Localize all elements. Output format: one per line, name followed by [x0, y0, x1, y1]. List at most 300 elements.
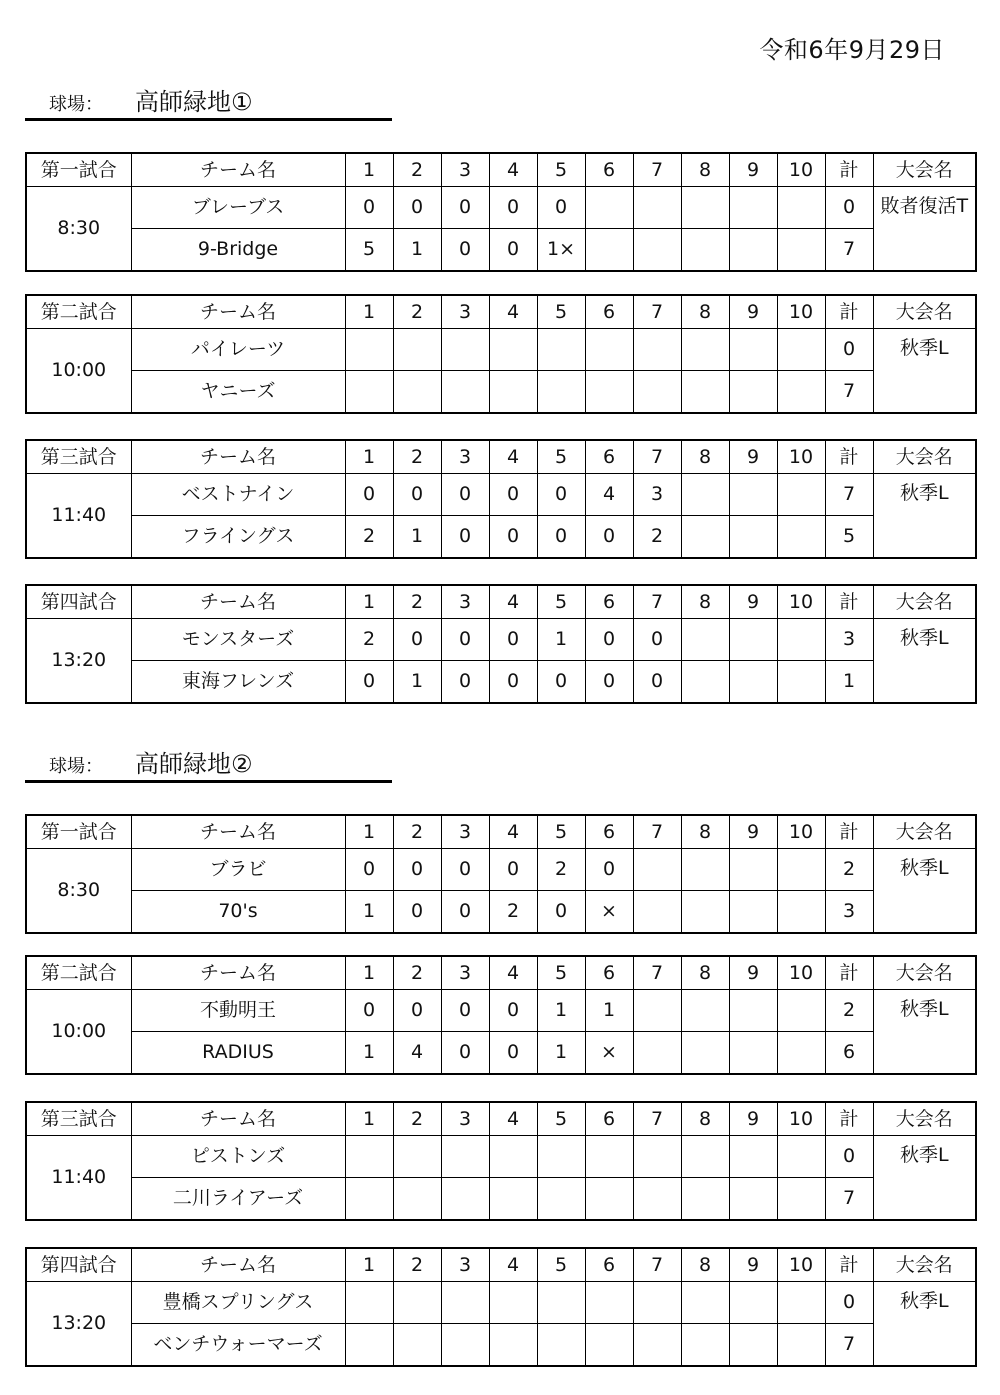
tournament-name: 敗者復活T: [873, 187, 976, 272]
team-name: 9-Bridge: [131, 229, 345, 272]
inning-score: [681, 1178, 729, 1221]
inning-score: 0: [441, 891, 489, 934]
inning-header: 3: [441, 1248, 489, 1282]
inning-score: 0: [489, 1032, 537, 1075]
inning-score: 0: [489, 516, 537, 559]
total-header: 計: [825, 956, 873, 990]
inning-score: [537, 1178, 585, 1221]
venue-label: 球場：: [49, 94, 103, 115]
game-label: 第二試合: [26, 295, 131, 329]
inning-score: [489, 1282, 537, 1324]
inning-header: 3: [441, 1102, 489, 1136]
inning-score: 0: [345, 661, 393, 704]
inning-score: 0: [441, 990, 489, 1032]
tournament-name: 秋季L: [873, 849, 976, 934]
inning-score: [345, 1324, 393, 1367]
inning-header: 7: [633, 956, 681, 990]
game-time: 10:00: [26, 990, 131, 1075]
inning-header: 5: [537, 295, 585, 329]
inning-score: 0: [489, 187, 537, 229]
inning-header: 8: [681, 956, 729, 990]
inning-score: 1: [345, 1032, 393, 1075]
inning-score: 4: [585, 474, 633, 516]
team-name: 二川ライアーズ: [131, 1178, 345, 1221]
inning-header: 4: [489, 1248, 537, 1282]
total-score: 0: [825, 1282, 873, 1324]
team-column-header: チーム名: [131, 815, 345, 849]
total-header: 計: [825, 153, 873, 187]
inning-score: [729, 187, 777, 229]
team-row: [26, 661, 976, 704]
inning-header: 1: [345, 440, 393, 474]
team-name: ブラビ: [131, 849, 345, 891]
team-row: [26, 619, 976, 661]
inning-score: [777, 891, 825, 934]
inning-score: 0: [537, 891, 585, 934]
inning-score: [489, 329, 537, 371]
tournament-name: 秋季L: [873, 1136, 976, 1221]
inning-score: [393, 1282, 441, 1324]
inning-score: [681, 229, 729, 272]
inning-score: 0: [441, 516, 489, 559]
inning-header: 3: [441, 440, 489, 474]
game-time: 11:40: [26, 1136, 131, 1221]
inning-header: 6: [585, 1102, 633, 1136]
team-name: 70's: [131, 891, 345, 934]
team-column-header: チーム名: [131, 295, 345, 329]
inning-score: [729, 1032, 777, 1075]
inning-header: 4: [489, 440, 537, 474]
inning-header: 4: [489, 153, 537, 187]
inning-score: [729, 990, 777, 1032]
inning-header: 1: [345, 1102, 393, 1136]
game-table: [25, 1101, 977, 1221]
inning-header: 10: [777, 1102, 825, 1136]
team-row: [26, 1136, 976, 1178]
inning-score: [393, 1324, 441, 1367]
inning-score: [441, 1282, 489, 1324]
game-header-row: [26, 153, 976, 187]
inning-header: 2: [393, 295, 441, 329]
inning-header: 1: [345, 1248, 393, 1282]
inning-score: [585, 229, 633, 272]
inning-header: 7: [633, 815, 681, 849]
game-time: 11:40: [26, 474, 131, 559]
team-column-header: チーム名: [131, 585, 345, 619]
inning-score: [729, 229, 777, 272]
inning-score: [681, 474, 729, 516]
inning-header: 9: [729, 295, 777, 329]
tournament-name: 秋季L: [873, 990, 976, 1075]
inning-header: 10: [777, 815, 825, 849]
inning-header: 5: [537, 1248, 585, 1282]
inning-score: 0: [393, 619, 441, 661]
inning-score: [777, 849, 825, 891]
inning-header: 3: [441, 956, 489, 990]
inning-score: [633, 187, 681, 229]
team-column-header: チーム名: [131, 153, 345, 187]
inning-score: [777, 1178, 825, 1221]
inning-score: 0: [441, 474, 489, 516]
inning-score: [537, 1324, 585, 1367]
inning-header: 3: [441, 585, 489, 619]
inning-score: [585, 187, 633, 229]
game-table: [25, 294, 977, 414]
inning-score: [393, 1178, 441, 1221]
team-row: [26, 1324, 976, 1367]
inning-score: [777, 516, 825, 559]
inning-header: 2: [393, 585, 441, 619]
team-row: [26, 329, 976, 371]
game-label: 第四試合: [26, 1248, 131, 1282]
team-row: [26, 891, 976, 934]
inning-score: ×: [585, 891, 633, 934]
venue-heading: [25, 740, 392, 783]
tournament-column-header: 大会名: [873, 1248, 976, 1282]
game-label: 第三試合: [26, 440, 131, 474]
total-header: 計: [825, 1102, 873, 1136]
inning-score: 0: [345, 474, 393, 516]
inning-score: [441, 329, 489, 371]
inning-header: 7: [633, 585, 681, 619]
inning-score: 0: [393, 474, 441, 516]
inning-header: 9: [729, 1248, 777, 1282]
inning-score: [393, 1136, 441, 1178]
tournament-name: 秋季L: [873, 474, 976, 559]
inning-score: [729, 329, 777, 371]
inning-score: [585, 1136, 633, 1178]
inning-score: ×: [585, 1032, 633, 1075]
tournament-name: 秋季L: [873, 329, 976, 414]
inning-score: 0: [537, 474, 585, 516]
inning-header: 10: [777, 153, 825, 187]
game-header-row: [26, 1102, 976, 1136]
tournament-name: 秋季L: [873, 619, 976, 704]
inning-header: 6: [585, 1248, 633, 1282]
tournament-column-header: 大会名: [873, 440, 976, 474]
team-name: 豊橋スプリングス: [131, 1282, 345, 1324]
inning-score: [777, 1032, 825, 1075]
team-name: 不動明王: [131, 990, 345, 1032]
inning-score: 0: [537, 187, 585, 229]
game-table: [25, 1247, 977, 1367]
game-label: 第二試合: [26, 956, 131, 990]
total-score: 7: [825, 1178, 873, 1221]
game-table: [25, 814, 977, 934]
inning-score: 0: [393, 849, 441, 891]
inning-score: [729, 1324, 777, 1367]
inning-header: 6: [585, 815, 633, 849]
game-time: 10:00: [26, 329, 131, 414]
inning-score: [681, 1324, 729, 1367]
game-table: [25, 152, 977, 272]
inning-score: [537, 371, 585, 414]
total-score: 2: [825, 849, 873, 891]
inning-header: 5: [537, 153, 585, 187]
inning-header: 1: [345, 153, 393, 187]
inning-score: 0: [441, 849, 489, 891]
game-header-row: [26, 1248, 976, 1282]
tournament-column-header: 大会名: [873, 1102, 976, 1136]
inning-score: [729, 474, 777, 516]
venue-label: 球場：: [49, 756, 103, 777]
inning-header: 5: [537, 956, 585, 990]
team-row: [26, 474, 976, 516]
inning-score: [633, 1282, 681, 1324]
inning-score: [489, 1178, 537, 1221]
game-header-row: [26, 585, 976, 619]
total-score: 7: [825, 474, 873, 516]
inning-score: [729, 1282, 777, 1324]
team-name: ヤニーズ: [131, 371, 345, 414]
inning-score: 0: [441, 1032, 489, 1075]
game-label: 第四試合: [26, 585, 131, 619]
game-table: [25, 584, 977, 704]
inning-score: [585, 1282, 633, 1324]
game-time: 13:20: [26, 619, 131, 704]
inning-score: 0: [393, 187, 441, 229]
inning-header: 9: [729, 585, 777, 619]
inning-score: [681, 371, 729, 414]
inning-score: [633, 1032, 681, 1075]
team-row: [26, 371, 976, 414]
inning-header: 5: [537, 440, 585, 474]
team-name: ピストンズ: [131, 1136, 345, 1178]
inning-score: [777, 371, 825, 414]
inning-score: [777, 1282, 825, 1324]
total-score: 6: [825, 1032, 873, 1075]
inning-score: [777, 619, 825, 661]
inning-score: 0: [633, 661, 681, 704]
inning-score: [681, 187, 729, 229]
inning-score: [633, 329, 681, 371]
inning-score: [441, 1324, 489, 1367]
inning-header: 7: [633, 440, 681, 474]
game-header-row: [26, 815, 976, 849]
inning-score: [729, 619, 777, 661]
inning-header: 7: [633, 153, 681, 187]
inning-score: [345, 329, 393, 371]
team-name: フライングス: [131, 516, 345, 559]
inning-score: 0: [489, 229, 537, 272]
total-score: 7: [825, 229, 873, 272]
inning-score: [777, 1324, 825, 1367]
inning-header: 6: [585, 440, 633, 474]
inning-score: [777, 1136, 825, 1178]
inning-header: 10: [777, 440, 825, 474]
inning-score: 2: [537, 849, 585, 891]
inning-header: 1: [345, 815, 393, 849]
inning-score: [777, 990, 825, 1032]
team-name: モンスターズ: [131, 619, 345, 661]
inning-score: 0: [585, 516, 633, 559]
inning-score: 0: [537, 661, 585, 704]
team-row: [26, 849, 976, 891]
inning-score: 0: [489, 849, 537, 891]
inning-score: 2: [345, 516, 393, 559]
inning-score: 5: [345, 229, 393, 272]
inning-score: [681, 661, 729, 704]
team-row: [26, 990, 976, 1032]
inning-header: 8: [681, 440, 729, 474]
tournament-column-header: 大会名: [873, 153, 976, 187]
game-label: 第三試合: [26, 1102, 131, 1136]
total-header: 計: [825, 440, 873, 474]
inning-header: 4: [489, 585, 537, 619]
inning-header: 4: [489, 295, 537, 329]
inning-score: 0: [633, 619, 681, 661]
inning-score: [489, 1324, 537, 1367]
tournament-column-header: 大会名: [873, 295, 976, 329]
team-name: ブレーブス: [131, 187, 345, 229]
inning-score: 1: [345, 891, 393, 934]
inning-header: 5: [537, 815, 585, 849]
inning-header: 3: [441, 153, 489, 187]
inning-header: 3: [441, 295, 489, 329]
inning-score: 1: [393, 516, 441, 559]
venue-heading: [25, 78, 392, 121]
game-label: 第一試合: [26, 815, 131, 849]
tournament-column-header: 大会名: [873, 815, 976, 849]
inning-score: [681, 329, 729, 371]
inning-header: 1: [345, 956, 393, 990]
inning-score: 2: [489, 891, 537, 934]
game-time: 8:30: [26, 187, 131, 272]
total-score: 0: [825, 329, 873, 371]
inning-header: 8: [681, 1248, 729, 1282]
inning-header: 2: [393, 956, 441, 990]
inning-score: 1: [537, 619, 585, 661]
inning-score: [441, 1136, 489, 1178]
inning-score: [345, 1136, 393, 1178]
inning-score: 0: [489, 474, 537, 516]
team-column-header: チーム名: [131, 1102, 345, 1136]
inning-header: 3: [441, 815, 489, 849]
inning-score: [489, 371, 537, 414]
tournament-column-header: 大会名: [873, 585, 976, 619]
game-header-row: [26, 956, 976, 990]
inning-header: 9: [729, 815, 777, 849]
inning-header: 7: [633, 1102, 681, 1136]
inning-score: 0: [537, 516, 585, 559]
inning-score: 1: [537, 1032, 585, 1075]
inning-score: [585, 1324, 633, 1367]
inning-score: 0: [345, 187, 393, 229]
inning-header: 6: [585, 153, 633, 187]
inning-score: [777, 661, 825, 704]
inning-header: 9: [729, 956, 777, 990]
inning-score: 0: [585, 619, 633, 661]
inning-header: 10: [777, 585, 825, 619]
inning-score: 3: [633, 474, 681, 516]
inning-score: [777, 187, 825, 229]
team-row: [26, 516, 976, 559]
inning-score: 0: [441, 229, 489, 272]
inning-score: 0: [441, 187, 489, 229]
inning-score: 1: [585, 990, 633, 1032]
inning-header: 8: [681, 1102, 729, 1136]
inning-header: 2: [393, 153, 441, 187]
inning-score: 1: [393, 661, 441, 704]
inning-header: 6: [585, 585, 633, 619]
inning-score: [729, 1136, 777, 1178]
inning-header: 2: [393, 1102, 441, 1136]
inning-score: [729, 371, 777, 414]
inning-score: [633, 1136, 681, 1178]
inning-score: [537, 1282, 585, 1324]
total-score: 3: [825, 891, 873, 934]
inning-score: [681, 891, 729, 934]
total-score: 1: [825, 661, 873, 704]
inning-header: 5: [537, 1102, 585, 1136]
inning-score: [489, 1136, 537, 1178]
inning-score: 1: [393, 229, 441, 272]
inning-score: [537, 329, 585, 371]
team-row: [26, 229, 976, 272]
game-time: 13:20: [26, 1282, 131, 1367]
inning-header: 7: [633, 1248, 681, 1282]
inning-header: 8: [681, 295, 729, 329]
inning-score: [633, 371, 681, 414]
team-column-header: チーム名: [131, 1248, 345, 1282]
inning-header: 6: [585, 295, 633, 329]
inning-score: [633, 849, 681, 891]
inning-score: [585, 371, 633, 414]
inning-header: 4: [489, 1102, 537, 1136]
total-score: 0: [825, 1136, 873, 1178]
total-score: 7: [825, 371, 873, 414]
team-column-header: チーム名: [131, 956, 345, 990]
inning-score: 0: [585, 849, 633, 891]
inning-score: [729, 516, 777, 559]
inning-score: [393, 329, 441, 371]
inning-score: [585, 1178, 633, 1221]
team-row: [26, 1178, 976, 1221]
tournament-name: 秋季L: [873, 1282, 976, 1367]
inning-score: [681, 619, 729, 661]
inning-score: [777, 474, 825, 516]
game-header-row: [26, 440, 976, 474]
inning-score: 0: [489, 619, 537, 661]
team-name: RADIUS: [131, 1032, 345, 1075]
inning-header: 1: [345, 295, 393, 329]
tournament-column-header: 大会名: [873, 956, 976, 990]
document-date: 令和6年9月29日: [759, 36, 945, 64]
inning-score: [729, 1178, 777, 1221]
inning-score: [633, 891, 681, 934]
total-score: 0: [825, 187, 873, 229]
inning-header: 2: [393, 1248, 441, 1282]
game-table: [25, 955, 977, 1075]
inning-header: 2: [393, 440, 441, 474]
inning-header: 5: [537, 585, 585, 619]
inning-score: [681, 1032, 729, 1075]
inning-header: 8: [681, 815, 729, 849]
inning-score: [585, 329, 633, 371]
team-row: [26, 1282, 976, 1324]
inning-score: 1×: [537, 229, 585, 272]
inning-score: [729, 891, 777, 934]
game-header-row: [26, 295, 976, 329]
inning-score: [681, 1136, 729, 1178]
inning-score: [729, 661, 777, 704]
inning-header: 10: [777, 295, 825, 329]
inning-score: [441, 1178, 489, 1221]
team-column-header: チーム名: [131, 440, 345, 474]
inning-score: [681, 516, 729, 559]
game-label: 第一試合: [26, 153, 131, 187]
inning-score: 4: [393, 1032, 441, 1075]
